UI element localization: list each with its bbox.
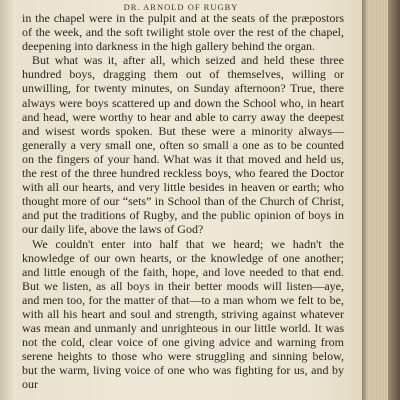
paragraph: But what was it, after all, which seized and held these three hundred boys, dragging them out of themselves, willing or unwilling, for twenty minutes, on Sunday afternoon? True, there always were boys scattered up and down the School who, in heart and head, were worthy to hear and able to carry away the deepest and wisest words spoken. But these were a minority always—generally a very small one, often so small a one as to be counted on the fingers of your hand. What was it that moved and held us, the rest of the three hundred reckless boys, who feared the Doctor with all our hearts, and very little besides in heaven or earth; who thought more of our “sets” in School than of the Church of Christ, and put the traditions of Rugby, and the public opinion of boys in our daily life, above the laws of God? [22, 53, 344, 237]
running-head: DR. ARNOLD OF RUGBY [123, 2, 239, 12]
paragraph: in the chapel were in the pulpit and at the seats of the præpostors of the week, and the soft twilight stole over the rest of the chapel, deepening into darkness in the high gallery behind the organ. [22, 11, 344, 54]
page-body [22, 11, 344, 392]
page-gutter-shadow [0, 0, 14, 400]
book-cover-edge [388, 0, 400, 400]
page-edges-shadow [362, 0, 368, 400]
paragraph: We couldn't enter into half that we heard; we hadn't the knowledge of our own hearts, or the knowledge of one another; and little enough of the faith, hope, and love needed to that end. But we listen, as all boys in their better moods will listen—aye, and men too, for the matter of that—to a man whom we felt to be, with all his heart and soul and strength, striving against whatever was mean and unmanly and unrighteous in our little world. It was not the cold, clear voice of one giving advice and warning from serene heights to those who were struggling and sinning below, but the warm, living voice of one who was fighting for us, and by our [22, 236, 344, 392]
